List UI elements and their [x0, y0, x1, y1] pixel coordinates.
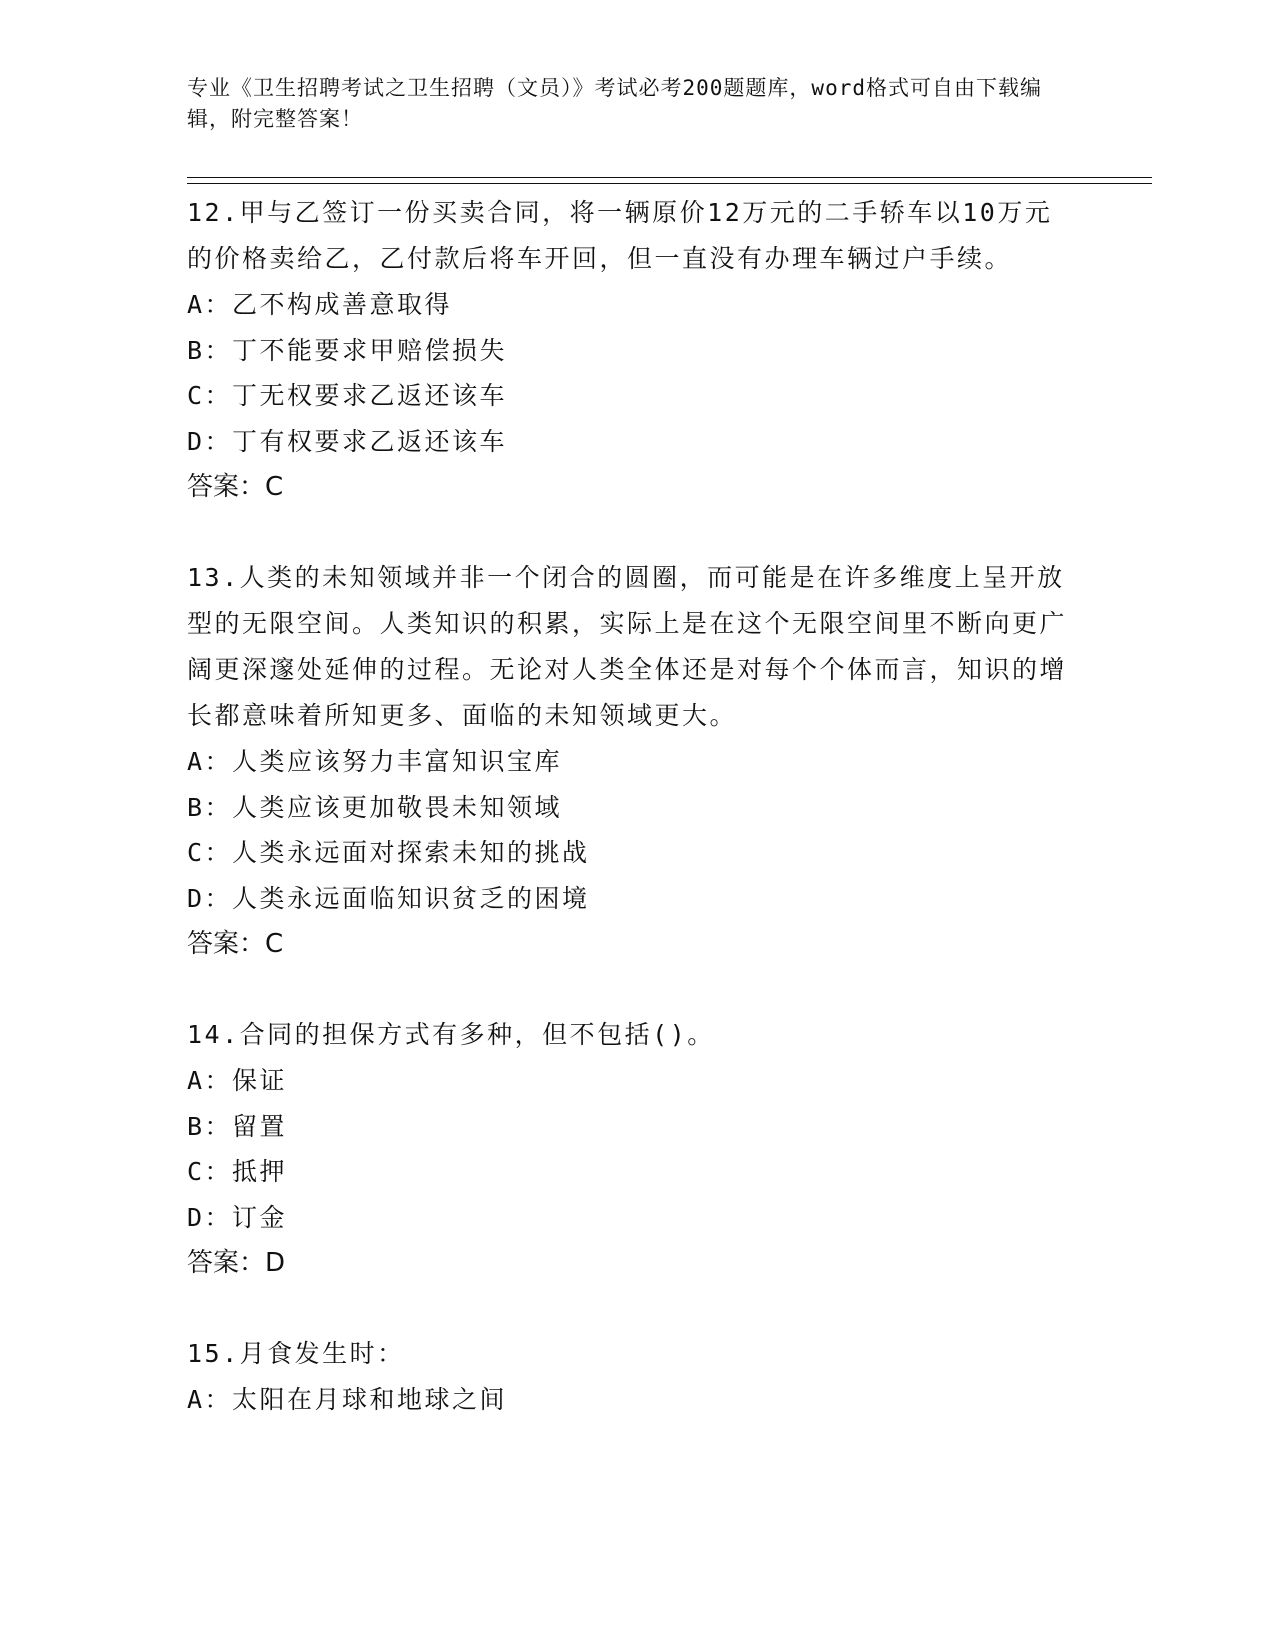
header-divider-second — [187, 183, 1152, 184]
option-d: D：人类永远面临知识贫乏的困境 — [187, 883, 590, 913]
answer-line: 答案：D — [187, 1248, 286, 1278]
question-stem: 13.人类的未知领域并非一个闭合的圆圈，而可能是在许多维度上呈开放型的无限空间。人类知识的积累，实际上是在这个无限空间里不断向更广阔更深邃处延伸的过程。无论对人类全体还是对每个个体而言，知识的增长都意味着所知更多、面临的未知领域更大。 — [187, 563, 1068, 730]
option-a: A：乙不构成善意取得 — [187, 290, 453, 319]
header-divider — [187, 177, 1152, 178]
option-c: C：人类永远面对探索未知的挑战 — [187, 838, 590, 867]
option-d: D：丁有权要求乙返还该车 — [187, 426, 508, 456]
question-stem: 14.合同的担保方式有多种，但不包括()。 — [187, 1020, 715, 1049]
option-b: B：丁不能要求甲赔偿损失 — [187, 335, 508, 365]
question-item — [187, 555, 1067, 967]
question-item — [187, 1331, 1067, 1423]
question-stem: 15.月食发生时： — [187, 1339, 405, 1368]
document-header: 专业《卫生招聘考试之卫生招聘（文员）》考试必考200题题库，word格式可自由下载编辑，附完整答案！ — [187, 76, 1042, 131]
option-a: A：保证 — [187, 1066, 288, 1095]
question-stem: 12.甲与乙签订一份买卖合同，将一辆原价12万元的二手轿车以10万元的价格卖给乙，乙付款后将车开回，但一直没有办理车辆过户手续。 — [187, 198, 1053, 273]
question-item — [187, 190, 1067, 510]
option-b: B：留置 — [187, 1111, 288, 1141]
option-a: A：太阳在月球和地球之间 — [187, 1385, 508, 1414]
option-d: D：订金 — [187, 1202, 288, 1232]
question-item — [187, 1012, 1067, 1286]
answer-line: 答案：C — [187, 929, 284, 959]
question-list — [187, 190, 1067, 1468]
option-c: C：丁无权要求乙返还该车 — [187, 381, 508, 410]
option-a: A：人类应该努力丰富知识宝库 — [187, 747, 563, 776]
option-c: C：抵押 — [187, 1157, 288, 1186]
answer-line: 答案：C — [187, 472, 284, 502]
option-b: B：人类应该更加敬畏未知领域 — [187, 792, 563, 822]
